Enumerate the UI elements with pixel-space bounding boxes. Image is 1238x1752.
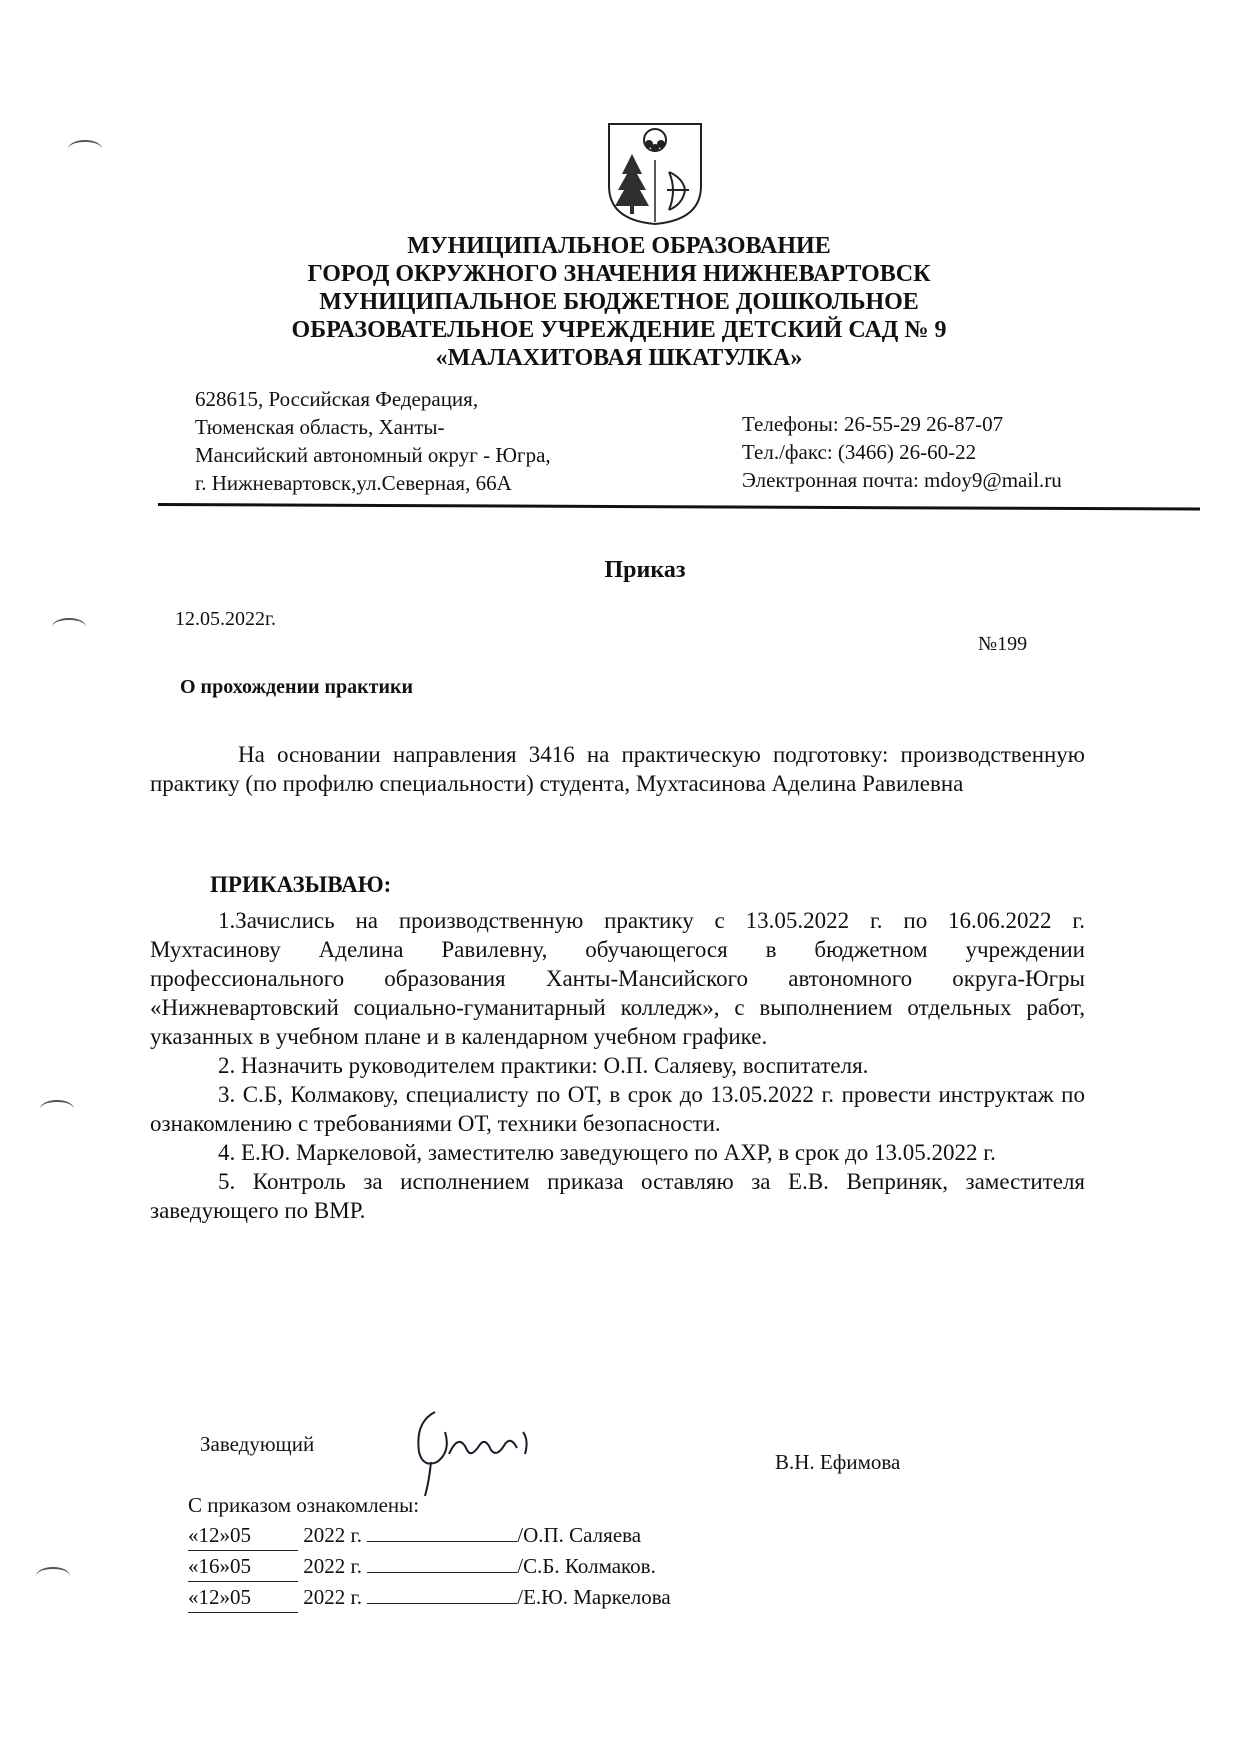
- ack-date: «12»05: [188, 1582, 298, 1613]
- ack-year: 2022 г.: [303, 1554, 362, 1578]
- signatory-role: Заведующий: [200, 1432, 315, 1456]
- punch-mark-1: [68, 140, 102, 158]
- phones: Телефоны: 26-55-29 26-87-07: [742, 412, 1004, 436]
- punch-mark-4: [36, 1567, 70, 1585]
- acknowledgement-row: [188, 1582, 671, 1613]
- document-number: №199: [978, 633, 1028, 655]
- ack-date: «16»05: [188, 1551, 298, 1582]
- header-line: «МАЛАХИТОВАЯ ШКАТУЛКА»: [435, 345, 803, 371]
- punch-mark-2: [52, 618, 86, 636]
- ack-date: «12»05: [188, 1520, 298, 1551]
- contact-info: [742, 410, 1062, 494]
- order-item-1: 1.Зачислись на производственную практику с 13.05.2022 г. по 16.06.2022 г. Мухтасинову Аделина Равилевну, обучающегося в бюджетном учреждении профессионального образования Ханты-Мансийского автономного округа-Югры «Нижневартовский социально-гуманитарный колледж», с выполнением отдельных работ, указанных в учебном плане и в календарном учебном графике.: [150, 908, 1085, 1049]
- ack-year: 2022 г.: [303, 1523, 362, 1547]
- ack-name: /Е.Ю. Маркелова: [517, 1585, 671, 1609]
- order-item-2: 2. Назначить руководителем практики: О.П. Саляеву, воспитателя.: [218, 1053, 869, 1078]
- acknowledgement-row: [188, 1520, 671, 1551]
- address-line: г. Нижневартовск,ул.Северная, 66А: [195, 471, 512, 495]
- ack-name: /О.П. Саляева: [517, 1523, 642, 1547]
- header-line: ГОРОД ОКРУЖНОГО ЗНАЧЕНИЯ НИЖНЕВАРТОВСК: [307, 261, 931, 287]
- document-date: 12.05.2022г.: [175, 608, 276, 630]
- ack-signature-line: [367, 1572, 517, 1573]
- document-title: Приказ: [604, 557, 686, 583]
- acknowledgement-block: [188, 1490, 671, 1613]
- order-item-5: 5. Контроль за исполнением приказа оставляю за Е.В. Веприняк, заместителя заведующего по ВМР.: [150, 1169, 1085, 1223]
- postal-address: [195, 385, 551, 497]
- document-subject: О прохождении практики: [180, 676, 414, 698]
- coat-of-arms-icon: [605, 120, 705, 228]
- order-item-4: 4. Е.Ю. Маркеловой, заместителю заведующего по АХР, в срок до 13.05.2022 г.: [218, 1140, 996, 1165]
- signature-icon: [405, 1392, 555, 1502]
- header-divider: [158, 503, 1200, 511]
- address-line: Тюменская область, Ханты-: [195, 415, 445, 439]
- order-item-3: 3. С.Б, Колмакову, специалисту по ОТ, в срок до 13.05.2022 г. провести инструктаж по ознакомлению с требованиями ОТ, техники безопасности.: [150, 1082, 1085, 1136]
- order-heading: ПРИКАЗЫВАЮ:: [210, 872, 392, 897]
- header-line: МУНИЦИПАЛЬНОЕ БЮДЖЕТНОЕ ДОШКОЛЬНОЕ: [319, 289, 919, 315]
- ack-signature-line: [367, 1541, 517, 1542]
- signatory-name: В.Н. Ефимова: [775, 1450, 901, 1474]
- address-line: Мансийский автономный округ - Югра,: [195, 443, 551, 467]
- acknowledgement-title: С приказом ознакомлены:: [188, 1493, 420, 1517]
- email: Электронная почта: mdoy9@mail.ru: [742, 468, 1062, 492]
- address-line: 628615, Российская Федерация,: [195, 387, 479, 411]
- punch-mark-3: [40, 1100, 74, 1118]
- preamble-paragraph: На основании направления 3416 на практическую подготовку: производственную практику (по профилю специальности) студента, Мухтасинова Аделина Равилевна: [150, 742, 1085, 796]
- header-line: ОБРАЗОВАТЕЛЬНОЕ УЧРЕЖДЕНИЕ ДЕТСКИЙ САД № 9: [291, 317, 947, 343]
- fax: Тел./факс: (3466) 26-60-22: [742, 440, 977, 464]
- acknowledgement-row: [188, 1551, 671, 1582]
- header-line: МУНИЦИПАЛЬНОЕ ОБРАЗОВАНИЕ: [407, 233, 831, 259]
- order-items: [150, 906, 1085, 1225]
- organization-header: [0, 232, 1238, 372]
- ack-signature-line: [367, 1603, 517, 1604]
- ack-year: 2022 г.: [303, 1585, 362, 1609]
- ack-name: /С.Б. Колмаков.: [517, 1554, 656, 1578]
